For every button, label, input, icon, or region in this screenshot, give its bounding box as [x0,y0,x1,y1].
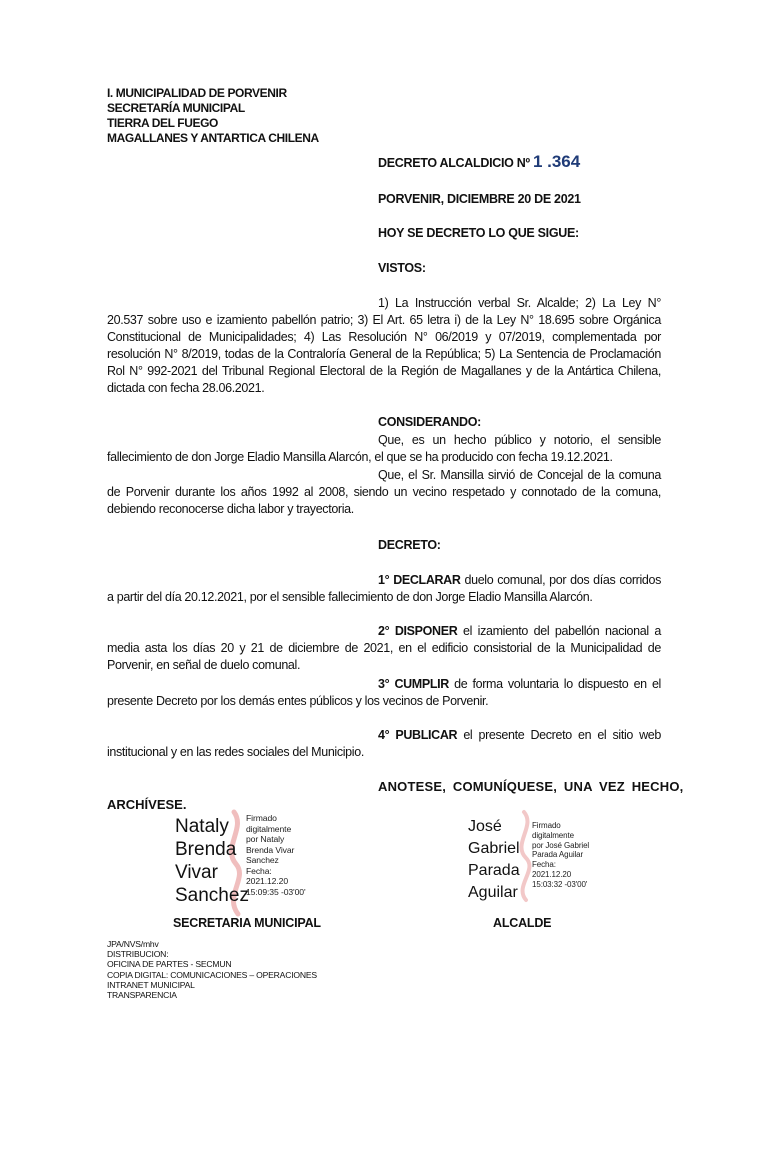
signature-note-line: Firmado [532,821,561,830]
decreto-heading: DECRETO: [378,538,441,552]
closing-line-1: ANOTESE, COMUNÍQUESE, UNA VEZ HECHO, [378,779,684,794]
footer-line: JPA/NVS/mhv [107,939,159,949]
signer-title-left: SECRETARIA MUNICIPAL [173,916,321,930]
signature-note-line: Fecha: [532,860,556,870]
signature-note-line: Firmado [246,813,277,823]
closing-line-2: ARCHÍVESE. [107,797,187,812]
signer-name-line: Sanchez [175,885,249,906]
signer-name-line: Vivar [175,862,218,883]
header-line: I. MUNICIPALIDAD DE PORVENIR [107,86,287,100]
signature-note-line: digitalmente [246,823,292,834]
header-line: SECRETARÍA MUNICIPAL [107,101,245,115]
signer-title-right: ALCALDE [493,916,552,930]
decree-item-lead: 2° DISPONER [378,624,458,638]
signer-name-line: José [468,818,502,835]
decree-intro: HOY SE DECRETO LO QUE SIGUE: [378,226,579,240]
signer-name-line: Parada [468,862,520,879]
decree-label: DECRETO ALCALDICIO Nº [378,156,530,170]
signature-note-line: Sanchez [246,855,279,865]
decree-item-1 [107,572,661,606]
signature-note-right [532,821,589,890]
signature-note-line: digitalmente [532,830,574,840]
signature-note-line: Brenda Vivar [246,844,295,855]
signature-note-line: por Nataly [246,834,285,844]
header-line: TIERRA DEL FUEGO [107,116,218,130]
signer-name-line: Nataly [175,816,229,837]
signer-name-line: Aguilar [468,884,518,901]
header-line: MAGALLANES Y ANTARTICA CHILENA [107,131,319,145]
decree-item-4 [107,727,661,761]
decree-item-text: duelo comunal, por dos días corridos a partir del día 20.12.2021, por el sensible fallecimiento de don Jorge Eladio Mansilla Alarcón. [107,573,661,604]
signature-note-line: 15:09:35 -03'00' [246,886,306,897]
footer-line: COPIA DIGITAL: COMUNICACIONES – OPERACIONES [107,969,317,980]
signature-note-line: Fecha: [246,865,272,876]
decree-item-lead: 3° CUMPLIR [378,677,449,691]
considerando-paragraph-2: Que, el Sr. Mansilla sirvió de Concejal de la comuna de Porvenir durante los años 1992 al 2008, siendo un vecino respetado y connotado de la comuna, debiendo reconocerse dicha labor y trayectoria. [107,468,661,516]
signature-note-line: 15:03:32 -03'00' [532,879,588,889]
decree-item-lead: 1° DECLARAR [378,573,461,587]
decree-item-3 [107,676,661,710]
signer-name-left [175,815,249,907]
signer-name-line: Gabriel [468,840,520,857]
decree-item-text: de forma voluntaria lo dispuesto en el presente Decreto por los demás entes públicos y los vecinos de Porvenir. [107,677,661,708]
place-date: PORVENIR, DICIEMBRE 20 DE 2021 [378,192,581,206]
vistos-text: 1) La Instrucción verbal Sr. Alcalde; 2) La Ley N° 20.537 sobre uso e izamiento pabellón patrio; 3) El Art. 65 letra i) de la Ley N° 18.695 sobre Orgánica Constitucional de Municipalidades; 4) Las Resolución N° 06/2019 y 07/2019, complementada por resolución N° 8/2019, todas de la Contraloría General de la República; 5) La Sentencia de Proclamación Rol N° 992-2021 del Tribunal Regional Electoral de la Región de Magallanes y de la Antártica Chilena, dictada con fecha 28.06.2021. [107,296,661,395]
footer-line: OFICINA DE PARTES - SECMUN [107,959,232,970]
considerando-heading: CONSIDERANDO: [378,415,482,429]
signature-note-line: por José Gabriel [532,840,590,850]
signature-note-line: Parada Aguilar [532,850,584,860]
signer-name-right [468,816,520,904]
signature-note-line: 2021.12.20 [532,869,572,879]
decree-item-lead: 4° PUBLICAR [378,728,458,742]
footer-line: TRANSPARENCIA [107,990,177,1001]
decree-item-text: el presente Decreto en el sitio web institucional y en las redes sociales del Municipio. [107,728,661,759]
signer-name-line: Brenda [175,839,237,860]
signature-note-line: 2021.12.20 [246,876,289,886]
distribution-footer [107,939,317,1000]
footer-line: INTRANET MUNICIPAL [107,979,195,990]
institution-header [107,86,319,146]
decree-item-2 [107,623,661,674]
footer-line: DISTRIBUCION: [107,949,169,960]
considerando-paragraph-1: Que, es un hecho público y notorio, el sensible fallecimiento de don Jorge Eladio Mansilla Alarcón, el que se ha producido con fecha 19.12.2021. [107,433,661,464]
signature-note-left [246,813,306,897]
decree-item-text: el izamiento del pabellón nacional a media asta los días 20 y 21 de diciembre de 2021, en el edificio consistorial de la Municipalidad de Porvenir, en señal de duelo comunal. [107,624,661,672]
vistos-heading: VISTOS: [378,261,426,275]
decree-number-line [378,152,580,172]
decree-number: 1 .364 [532,152,581,171]
